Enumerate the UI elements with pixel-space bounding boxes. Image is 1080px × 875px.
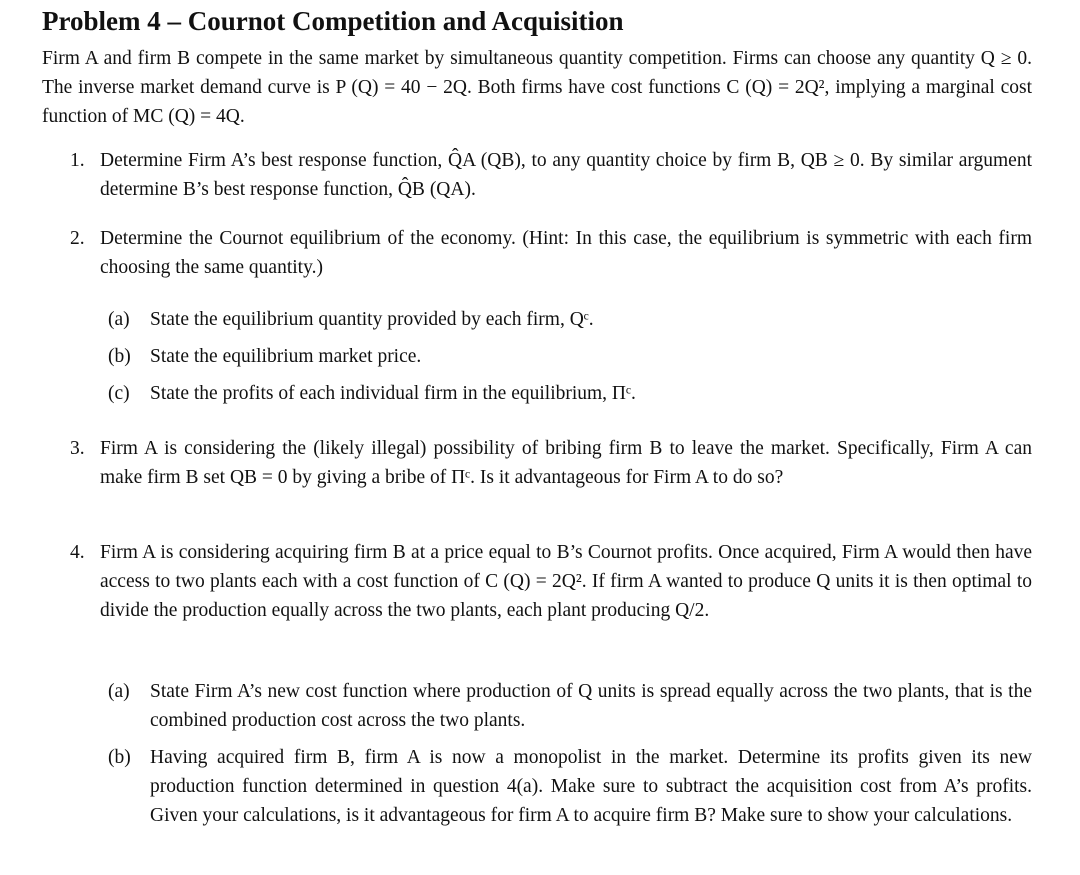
problem-intro: Firm A and firm B compete in the same market by simultaneous quantity competition. Firms can choose any quantity Q ≥ 0. The inverse market demand curve is P (Q) = 40 − 2Q. Both firms have cost functions C (Q) = 2Q², implying a marginal cost function of MC (Q) = 4Q. xyxy=(42,48,1032,127)
part-label: (a) xyxy=(108,681,130,702)
part-text: State Firm A’s new cost function where production of Q units is spread equally across the two plants, that is the combined production cost across the two plants. xyxy=(150,681,1032,731)
question-text: Determine the Cournot equilibrium of the economy. (Hint: In this case, the equilibrium is symmetric with each firm choosing the same quantity.) xyxy=(100,228,1032,278)
question-4b xyxy=(108,743,1032,830)
question-4 xyxy=(70,538,1032,625)
part-text: State the equilibrium market price. xyxy=(150,346,422,367)
part-label: (c) xyxy=(108,383,130,404)
question-2c xyxy=(108,379,1032,408)
part-label: (b) xyxy=(108,346,131,367)
question-number: 1. xyxy=(70,150,85,171)
question-1 xyxy=(70,146,1032,204)
question-4a xyxy=(108,677,1032,735)
question-2 xyxy=(70,224,1032,282)
part-label: (a) xyxy=(108,309,130,330)
part-label: (b) xyxy=(108,747,131,768)
question-2a xyxy=(108,305,1032,334)
question-number: 2. xyxy=(70,228,85,249)
question-text: Firm A is considering acquiring firm B at a price equal to B’s Cournot profits. Once acquired, Firm A would then have access to two plants each with a cost function of C (Q) = 2Q². If firm A wanted to produce Q units it is then optimal to divide the production equally across the two plants, each plant producing Q/2. xyxy=(100,542,1032,621)
question-text: Determine Firm A’s best response function, Q̂A (QB), to any quantity choice by firm B, QB ≥ 0. By similar argument determine B’s best response function, Q̂B (QA). xyxy=(100,150,1032,200)
part-text: State the profits of each individual firm in the equilibrium, Πᶜ. xyxy=(150,383,636,404)
part-text: State the equilibrium quantity provided by each firm, Qᶜ. xyxy=(150,309,594,330)
problem-title: Problem 4 – Cournot Competition and Acquisition xyxy=(42,6,624,36)
question-text: Firm A is considering the (likely illegal) possibility of bribing firm B to leave the market. Specifically, Firm A can make firm B set QB = 0 by giving a bribe of Πᶜ. Is it advantageous for Firm A to do so? xyxy=(100,438,1032,488)
part-text: Having acquired firm B, firm A is now a monopolist in the market. Determine its profits given its new production function determined in question 4(a). Make sure to subtract the acquisition cost from A’s profits. Given your calculations, is it advantageous for firm A to acquire firm B? Make sure to show your calculations. xyxy=(150,747,1032,826)
question-number: 3. xyxy=(70,438,85,459)
question-3 xyxy=(70,434,1032,492)
question-2b xyxy=(108,342,1032,371)
question-number: 4. xyxy=(70,542,85,563)
